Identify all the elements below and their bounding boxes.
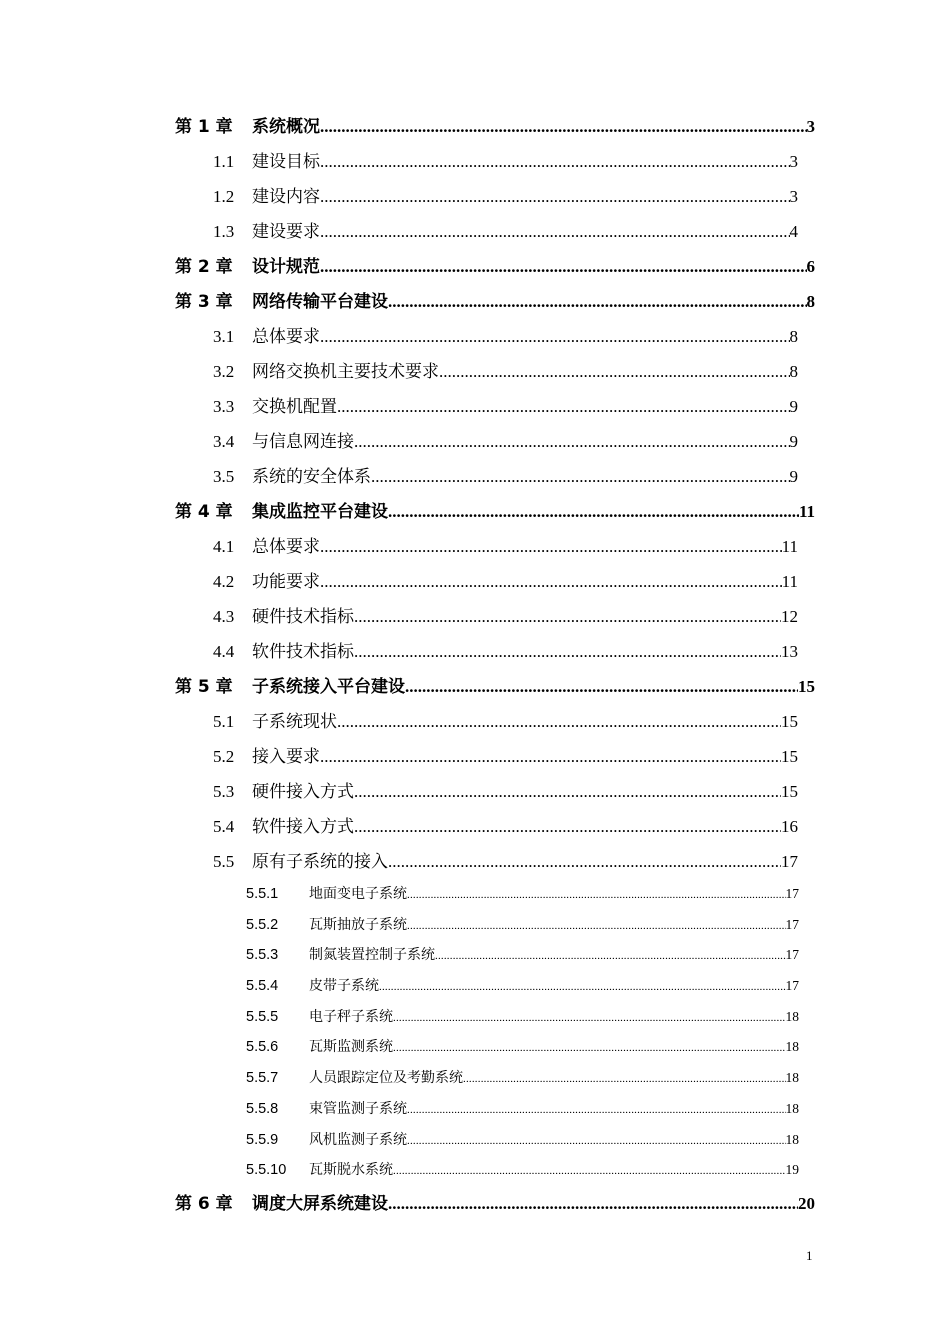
- toc-entry-page: 11: [781, 537, 798, 556]
- toc-entry-title: 建设目标: [252, 152, 320, 172]
- toc-entry-level-3[interactable]: [0, 1063, 799, 1094]
- toc-entry-number: 3.5: [213, 467, 235, 486]
- toc-entry-number: 1.2: [213, 187, 235, 206]
- toc-entry-page: 4: [789, 222, 798, 241]
- toc-dot-leader: [320, 144, 790, 179]
- toc-entry-page: 9: [789, 432, 798, 451]
- toc-dot-leader: [463, 1064, 786, 1095]
- toc-entry-number: 5.5.1: [246, 886, 279, 902]
- toc-dot-leader: [388, 844, 781, 879]
- toc-entry-level-2[interactable]: [0, 809, 798, 844]
- toc-entry-number: 5.5.7: [246, 1070, 279, 1087]
- toc-dot-leader: [407, 1095, 786, 1126]
- toc-entry-title: 子系统接入平台建设: [252, 677, 405, 697]
- toc-entry-title: 调度大屏系统建设: [252, 1193, 388, 1214]
- toc-dot-leader: [388, 1186, 798, 1221]
- toc-entry-number: 5.5.2: [246, 916, 279, 933]
- toc-dot-leader: [354, 599, 781, 634]
- table-of-contents: [0, 109, 950, 1221]
- toc-entry-page: 11: [798, 502, 815, 521]
- toc-entry-title: 地面变电子系统: [309, 886, 407, 902]
- toc-entry-level-2[interactable]: [0, 564, 798, 599]
- toc-entry-title: 系统概况: [252, 117, 320, 137]
- toc-entry-title: 瓦斯脱水系统: [309, 1162, 393, 1179]
- toc-entry-level-1[interactable]: [0, 1186, 815, 1221]
- toc-entry-level-2[interactable]: [0, 739, 798, 774]
- toc-entry-number: 5.5.9: [246, 1131, 279, 1148]
- toc-entry-number: 5.5.3: [246, 947, 279, 964]
- toc-entry-page: 15: [781, 782, 798, 801]
- toc-entry-page: 12: [781, 607, 798, 626]
- toc-entry-level-1[interactable]: [0, 249, 815, 284]
- toc-entry-number: 5.3: [213, 782, 235, 801]
- toc-entry-level-2[interactable]: [0, 214, 798, 249]
- toc-entry-title: 束管监测子系统: [309, 1100, 407, 1117]
- toc-dot-leader: [407, 880, 786, 911]
- toc-entry-number: 3.2: [213, 362, 235, 381]
- toc-dot-leader: [393, 1033, 786, 1064]
- toc-entry-title: 制氮装置控制子系统: [309, 947, 435, 964]
- toc-entry-page: 8: [806, 292, 815, 311]
- toc-entry-page: 18: [785, 1039, 799, 1055]
- toc-dot-leader: [388, 494, 799, 529]
- toc-entry-level-2[interactable]: [0, 844, 798, 879]
- toc-entry-number: 4.4: [213, 642, 235, 661]
- toc-entry-title: 网络交换机主要技术要求: [252, 362, 439, 382]
- toc-entry-level-1[interactable]: [0, 109, 815, 144]
- toc-entry-number: 4.2: [213, 572, 235, 591]
- toc-entry-page: 8: [789, 362, 798, 381]
- toc-entry-page: 17: [785, 886, 799, 901]
- toc-entry-page: 6: [806, 257, 815, 276]
- toc-entry-number: 5.5.8: [246, 1100, 279, 1117]
- toc-entry-number: 1.3: [213, 222, 235, 241]
- toc-dot-leader: [320, 739, 781, 774]
- toc-dot-leader: [439, 354, 790, 389]
- toc-entry-page: 18: [785, 1008, 799, 1024]
- toc-entry-title: 集成监控平台建设: [252, 502, 388, 522]
- toc-entry-number: 3.1: [213, 327, 235, 346]
- toc-entry-title: 软件接入方式: [252, 817, 354, 837]
- toc-entry-page: 9: [789, 467, 798, 486]
- toc-entry-title: 软件技术指标: [252, 642, 354, 662]
- toc-entry-title: 功能要求: [252, 572, 320, 592]
- toc-entry-number: 3.4: [213, 432, 235, 451]
- toc-entry-number: 4.3: [213, 607, 235, 626]
- toc-entry-number: 4.1: [213, 537, 235, 556]
- toc-entry-title: 建设内容: [252, 187, 320, 207]
- toc-entry-level-2[interactable]: [0, 634, 798, 669]
- toc-entry-title: 设计规范: [252, 257, 320, 277]
- toc-entry-title: 瓦斯监测系统: [309, 1039, 393, 1056]
- toc-entry-level-2[interactable]: [0, 774, 798, 809]
- toc-entry-level-3[interactable]: [0, 940, 799, 971]
- toc-dot-leader: [320, 214, 790, 249]
- toc-dot-leader: [354, 634, 781, 669]
- toc-dot-leader: [337, 704, 781, 739]
- toc-entry-page: 3: [806, 117, 815, 136]
- toc-dot-leader: [393, 1156, 786, 1187]
- toc-entry-title: 与信息网连接: [252, 432, 354, 452]
- toc-entry-page: 15: [781, 747, 798, 766]
- toc-entry-number: 第 1 章: [175, 117, 233, 137]
- toc-entry-page: 17: [785, 947, 799, 963]
- toc-entry-number: 第 5 章: [175, 677, 233, 697]
- toc-entry-page: 18: [785, 1070, 799, 1086]
- toc-dot-leader: [320, 319, 790, 354]
- toc-entry-page: 9: [789, 397, 798, 416]
- toc-entry-level-3[interactable]: [0, 910, 799, 941]
- toc-entry-level-1[interactable]: [0, 669, 815, 704]
- toc-entry-number: 5.5.5: [246, 1008, 279, 1025]
- toc-entry-title: 网络传输平台建设: [252, 292, 388, 312]
- page-number: 1: [806, 1248, 813, 1263]
- toc-entry-level-3[interactable]: [0, 1094, 799, 1125]
- toc-entry-page: 15: [798, 677, 815, 696]
- toc-entry-page: 11: [781, 572, 798, 591]
- toc-dot-leader: [354, 774, 781, 809]
- toc-entry-title: 系统的安全体系: [252, 467, 371, 487]
- toc-entry-page: 20: [798, 1193, 815, 1213]
- toc-entry-level-2[interactable]: [0, 144, 798, 179]
- toc-entry-number: 1.1: [213, 152, 235, 171]
- toc-entry-title: 接入要求: [252, 747, 320, 767]
- toc-entry-number: 5.4: [213, 817, 235, 836]
- toc-entry-title: 交换机配置: [252, 397, 337, 417]
- toc-entry-title: 风机监测子系统: [309, 1131, 407, 1148]
- toc-entry-level-2[interactable]: [0, 179, 798, 214]
- toc-entry-title: 硬件接入方式: [252, 782, 354, 802]
- toc-dot-leader: [320, 249, 807, 284]
- toc-entry-title: 建设要求: [252, 222, 320, 242]
- toc-entry-level-2[interactable]: [0, 704, 798, 739]
- toc-entry-level-3[interactable]: [0, 879, 799, 910]
- toc-entry-level-1[interactable]: [0, 494, 815, 529]
- toc-entry-number: 5.5.6: [246, 1039, 279, 1056]
- toc-entry-number: 第 3 章: [175, 292, 233, 312]
- toc-entry-page: 15: [781, 712, 798, 731]
- toc-entry-page: 3: [789, 187, 798, 206]
- toc-entry-page: 13: [781, 642, 798, 661]
- toc-entry-title: 瓦斯抽放子系统: [309, 916, 407, 933]
- toc-entry-title: 总体要求: [252, 327, 320, 347]
- toc-entry-title: 硬件技术指标: [252, 607, 354, 627]
- toc-entry-level-3[interactable]: [0, 1125, 799, 1156]
- toc-entry-level-2[interactable]: [0, 599, 798, 634]
- toc-entry-number: 5.5.10: [246, 1162, 287, 1179]
- toc-entry-number: 5.5.4: [246, 978, 279, 995]
- toc-entry-page: 19: [785, 1162, 799, 1178]
- toc-entry-level-2[interactable]: [0, 459, 798, 494]
- toc-entry-number: 第 4 章: [175, 502, 233, 522]
- toc-dot-leader: [379, 972, 786, 1003]
- toc-entry-title: 电子秤子系统: [309, 1008, 393, 1025]
- toc-entry-number: 3.3: [213, 397, 235, 416]
- toc-dot-leader: [388, 284, 807, 319]
- toc-entry-level-2[interactable]: [0, 424, 798, 459]
- toc-entry-number: 5.5: [213, 852, 235, 871]
- toc-entry-title: 皮带子系统: [309, 978, 379, 995]
- toc-entry-number: 第 6 章: [175, 1193, 233, 1214]
- toc-dot-leader: [354, 424, 790, 459]
- toc-entry-level-2[interactable]: [0, 354, 798, 389]
- toc-dot-leader: [320, 529, 782, 564]
- toc-entry-page: 8: [789, 327, 798, 346]
- toc-entry-level-1[interactable]: [0, 284, 815, 319]
- toc-dot-leader: [320, 109, 807, 144]
- toc-entry-page: 3: [789, 152, 798, 171]
- toc-dot-leader: [393, 1003, 786, 1034]
- toc-entry-number: 第 2 章: [175, 257, 233, 277]
- toc-entry-level-3[interactable]: [0, 1002, 799, 1033]
- toc-entry-level-3[interactable]: [0, 1155, 799, 1186]
- toc-dot-leader: [371, 459, 790, 494]
- toc-entry-page: 18: [785, 1100, 799, 1116]
- toc-entry-level-2[interactable]: [0, 529, 798, 564]
- toc-entry-page: 16: [781, 817, 798, 836]
- toc-dot-leader: [320, 179, 790, 214]
- toc-dot-leader: [337, 389, 790, 424]
- toc-entry-page: 17: [785, 916, 799, 932]
- toc-entry-page: 17: [781, 852, 798, 871]
- toc-entry-number: 5.2: [213, 747, 235, 766]
- toc-entry-title: 总体要求: [252, 537, 320, 557]
- toc-entry-page: 18: [785, 1131, 799, 1147]
- toc-entry-number: 5.1: [213, 712, 235, 731]
- toc-entry-level-2[interactable]: [0, 319, 798, 354]
- toc-entry-level-3[interactable]: [0, 1032, 799, 1063]
- toc-entry-title: 子系统现状: [252, 712, 337, 732]
- toc-dot-leader: [320, 564, 782, 599]
- toc-dot-leader: [407, 911, 786, 942]
- toc-entry-title: 原有子系统的接入: [252, 852, 388, 872]
- toc-dot-leader: [405, 669, 798, 704]
- toc-entry-level-3[interactable]: [0, 971, 799, 1002]
- toc-entry-title: 人员跟踪定位及考勤系统: [309, 1070, 463, 1087]
- toc-dot-leader: [354, 809, 781, 844]
- toc-entry-page: 17: [785, 978, 799, 994]
- toc-dot-leader: [435, 941, 786, 972]
- toc-dot-leader: [407, 1126, 786, 1157]
- toc-entry-level-2[interactable]: [0, 389, 798, 424]
